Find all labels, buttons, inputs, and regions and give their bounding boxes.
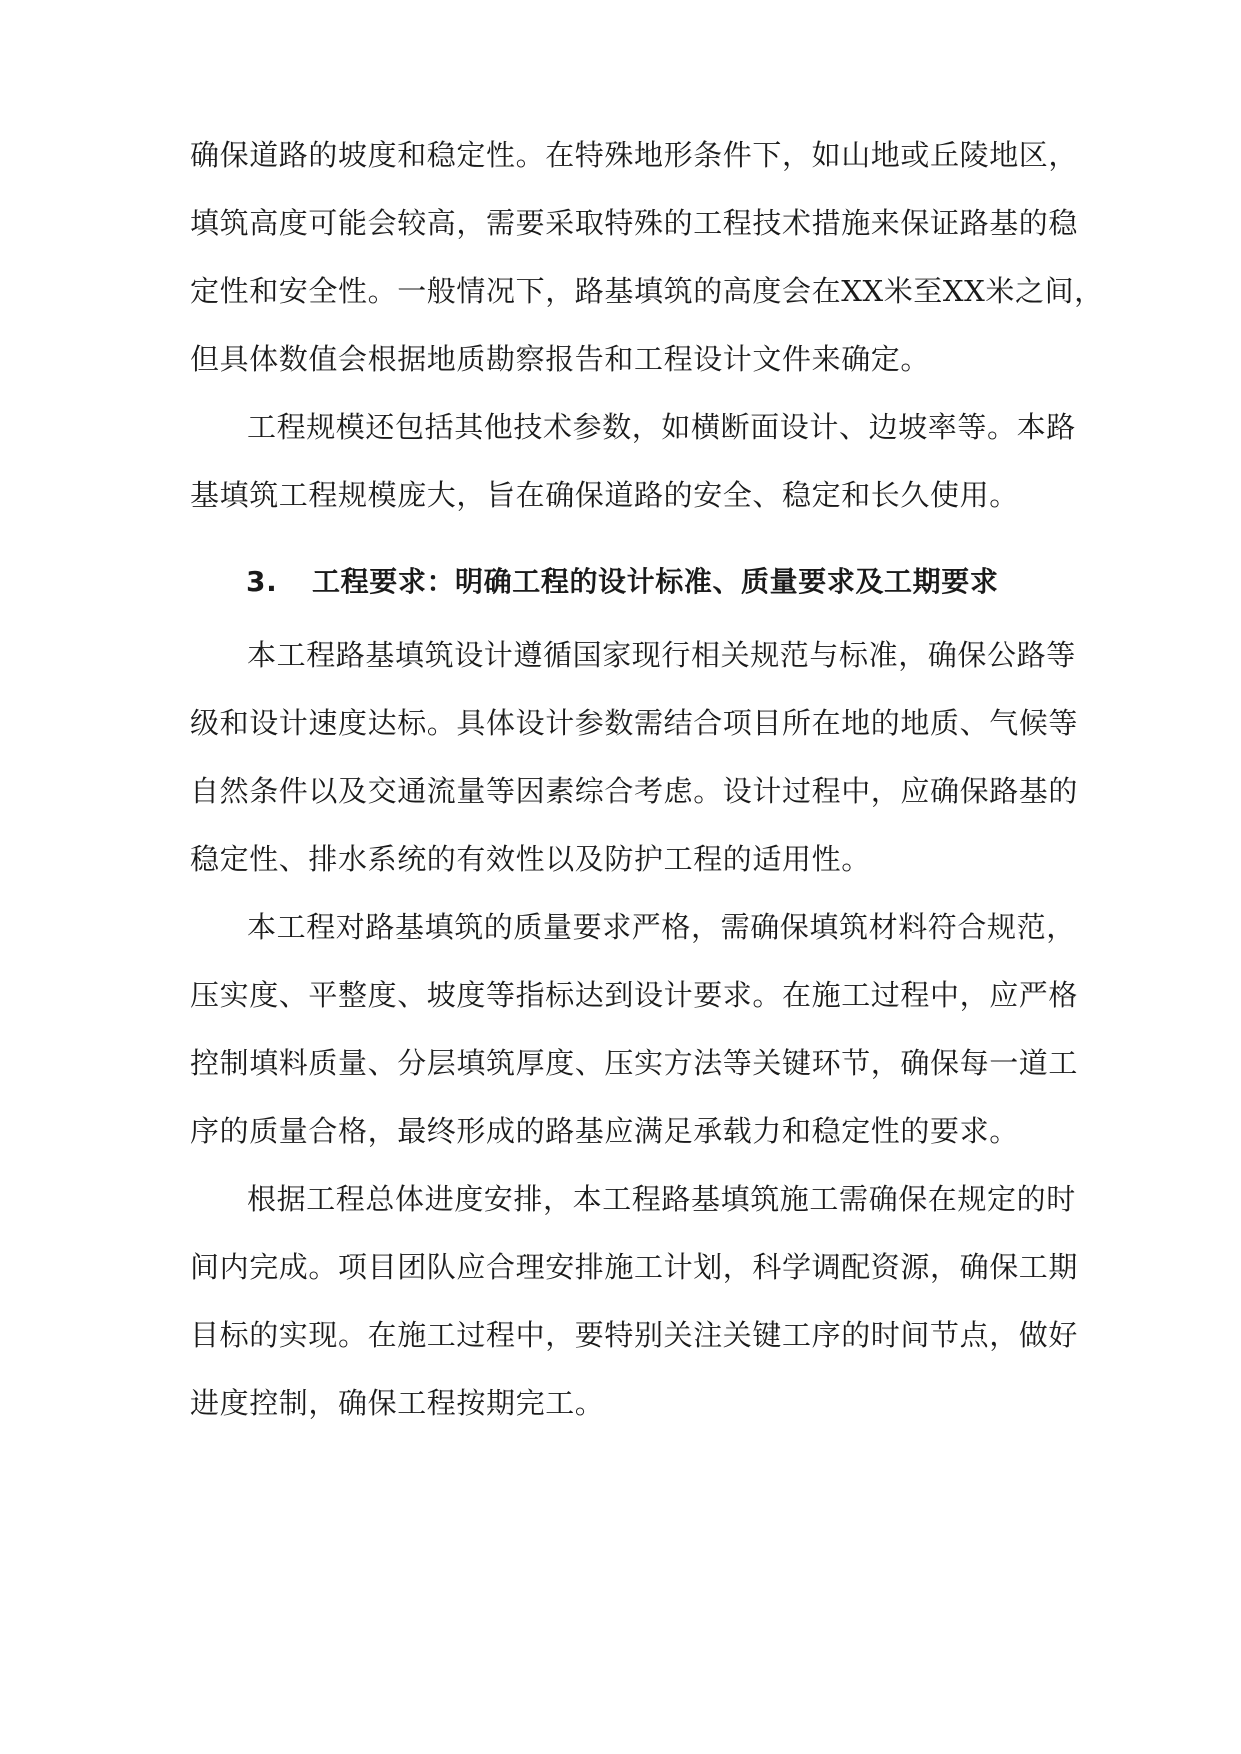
paragraph-1-line-1: 确保道路的坡度和稳定性。在特殊地形条件下，如山地或丘陵地区， bbox=[190, 138, 1079, 172]
section-paragraph-3-line-3: 目标的实现。在施工过程中，要特别关注关键工序的时间节点，做好 bbox=[190, 1318, 1079, 1352]
section-paragraph-2-line-4: 序的质量合格，最终形成的路基应满足承载力和稳定性的要求。 bbox=[190, 1114, 1019, 1148]
section-paragraph-3-line-2: 间内完成。项目团队应合理安排施工计划，科学调配资源，确保工期 bbox=[190, 1250, 1079, 1284]
paragraph-2-line-2: 基填筑工程规模庞大，旨在确保道路的安全、稳定和长久使用。 bbox=[190, 478, 1019, 512]
section-paragraph-3-line-1: 根据工程总体进度安排，本工程路基填筑施工需确保在规定的时 bbox=[247, 1182, 1076, 1216]
section-paragraph-3-line-4: 进度控制，确保工程按期完工。 bbox=[190, 1386, 605, 1420]
paragraph-1-line-3: 定性和安全性。一般情况下，路基填筑的高度会在XX米至XX米之间， bbox=[190, 274, 1104, 308]
section-title: 工程要求：明确工程的设计标准、质量要求及工期要求 bbox=[312, 565, 999, 598]
section-paragraph-2-line-2: 压实度、平整度、坡度等指标达到设计要求。在施工过程中，应严格 bbox=[190, 978, 1079, 1012]
paragraph-2-line-1: 工程规模还包括其他技术参数，如横断面设计、边坡率等。本路 bbox=[247, 410, 1076, 444]
section-number: 3. bbox=[246, 565, 278, 598]
section-paragraph-1-line-1: 本工程路基填筑设计遵循国家现行相关规范与标准，确保公路等 bbox=[247, 638, 1076, 672]
paragraph-1-line-2: 填筑高度可能会较高，需要采取特殊的工程技术措施来保证路基的稳 bbox=[190, 206, 1079, 240]
section-paragraph-2-line-1: 本工程对路基填筑的质量要求严格，需确保填筑材料符合规范， bbox=[247, 910, 1076, 944]
paragraph-1-line-4: 但具体数值会根据地质勘察报告和工程设计文件来确定。 bbox=[190, 342, 931, 376]
section-paragraph-2-line-3: 控制填料质量、分层填筑厚度、压实方法等关键环节，确保每一道工 bbox=[190, 1046, 1079, 1080]
section-paragraph-1-line-3: 自然条件以及交通流量等因素综合考虑。设计过程中，应确保路基的 bbox=[190, 774, 1079, 808]
section-paragraph-1-line-4: 稳定性、排水系统的有效性以及防护工程的适用性。 bbox=[190, 842, 871, 876]
section-heading bbox=[246, 564, 998, 600]
section-paragraph-1-line-2: 级和设计速度达标。具体设计参数需结合项目所在地的地质、气候等 bbox=[190, 706, 1079, 740]
